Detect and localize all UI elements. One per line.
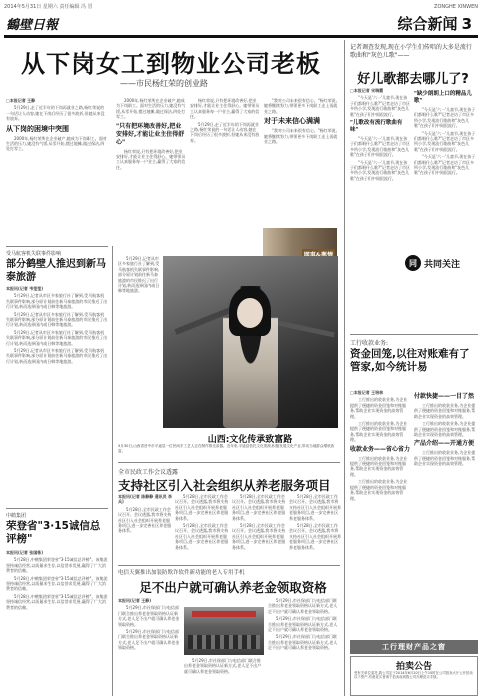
mid-story-col <box>289 494 341 564</box>
common-concern-tag <box>405 253 477 273</box>
paragraph: 工行推出的收款业务,为企业提供了便捷的资金回笼和对账服务,帮助企业实现资金的高效管理。 <box>414 421 476 438</box>
left-story-2-body <box>6 550 108 696</box>
paragraph: 杨红荣说,只有把环境改善好,把业安排好,才能让业主住得舒心。她带领员工认真服务每一户业主,赢得了大家的信任。 <box>190 98 260 120</box>
paragraph: 工行推出的收款业务,为企业提供了便捷的资金回笼和对账服务,帮助企业实现资金的高效管理。 <box>350 479 408 501</box>
section-title <box>398 13 472 34</box>
paragraph: 5月29日,市社保部门与电信部门联合推出养老金领取资格认证新方式,老人足不出户就可确认养老金领取资格。 <box>268 598 338 614</box>
side-story-kicker: 记者调查发现,现在小学生们传唱的大多是流行歌曲和"灰色儿歌"—— <box>350 44 472 59</box>
paragraph: 5月28日,中鹤集团荣登省"3·15诚信总评榜"。该集团坚持诚信经营,以质量求生存,以信誉求发展,赢得了广大消费者的信赖。 <box>6 593 108 610</box>
paragraph: 5月29日,记者从市区多家旅行社了解到,受马航客机失联事件影响,部分原计划前往新马泰旅游的市民推迟了出行计划,转而选择国内或日韩等地旅游。 <box>6 329 108 346</box>
paragraph: 5月28日,全市民政工作会议召开。会议透露,我市将支持社区引入社会组织开展养老服务项目,进一步完善社区养老服务体系。 <box>289 494 341 521</box>
left-story-2-headline: 荣登省"3·15诚信总评榜" <box>6 520 101 545</box>
left-story-1-kicker: 受马航客机失联事件影响 <box>6 251 62 257</box>
paragraph: 工行推出的收款业务,为企业提供了便捷的资金回笼和对账服务,帮助企业实现资金的高效管理。 <box>414 450 476 467</box>
paragraph: 5月29日,市社保部门与电信部门联合推出养老金领取资格认证新方式,老人足不出户就可确认养老金领取资格。 <box>268 634 338 651</box>
paragraph: "今天是'六一'儿童节,现在孩子们都唱什么歌?"记者走访了市区多所小学,发现流行歌曲和"灰色儿歌"在孩子们中间很流行。 <box>414 107 476 129</box>
paragraph: 5月28日,中鹤集团荣登省"3·15诚信总评榜"。该集团坚持诚信经营,以质量求生存,以信誉求发展,赢得了广大消费者的信赖。 <box>6 557 108 574</box>
paragraph: 5月28日,全市民政工作会议召开。会议透露,我市将支持社区引入社会组织开展养老服务项目,进一步完善社区养老服务体系。 <box>175 494 229 521</box>
section-pinyin: ZONGHE XINWEN <box>434 3 478 10</box>
mid-story-col <box>118 494 172 564</box>
right-story-2-kicker: 工行收款业务: <box>350 340 389 347</box>
paragraph: 2000年,杨红荣所在企业破产,她成为下岗职工。面对生活的压力,她没有气馁,从零开始,摆过地摊,做过保洁,四处打零工。 <box>116 98 186 120</box>
byline: 本报讯(记者 陈静静 通讯员 李兵) <box>118 494 172 505</box>
photo-detail <box>273 320 335 338</box>
paragraph: 5月28日,全市民政工作会议召开。会议透露,我市将支持社区引入社会组织开展养老服务项目,进一步完善社区养老服务体系。 <box>289 523 341 550</box>
paragraph: 5月29日,市社保部门与电信部门联合推出养老金领取资格认证新方式,老人足不出户就可确认养老金领取资格。 <box>118 629 180 651</box>
side-story-col-1 <box>350 88 410 248</box>
column-rule <box>344 40 345 696</box>
photo-person-face <box>237 298 263 328</box>
bottom-story-col <box>268 598 340 696</box>
newspaper-logo: 鶴壁日報 <box>6 18 59 33</box>
paragraph: 5月28日,全市民政工作会议召开。会议透露,我市将支持社区引入社会组织开展养老服务项目,进一步完善社区养老服务体系。 <box>175 523 229 550</box>
mid-story-col <box>175 494 229 564</box>
divider <box>6 508 108 509</box>
paragraph: "今天是'六一'儿童节,现在孩子们都唱什么歌?"记者走访了市区多所小学,发现流行歌曲和"灰色儿歌"在孩子们中间很流行。 <box>414 154 476 176</box>
auction-notice-title: 拍卖公告 <box>395 662 432 672</box>
mid-story-col <box>232 494 286 564</box>
paragraph: "今天是'六一'儿童节,现在孩子们都唱什么歌?"记者走访了市区多所小学,发现流行歌曲和"灰色儿歌"在孩子们中间很流行。 <box>414 130 476 152</box>
section-name: 综合新闻 <box>397 15 458 33</box>
bottom-story-kicker: 电信天翼推出加装防欺诈软件新功能的老人专用手机 <box>118 570 245 576</box>
paragraph: 5月29日,市社保部门与电信部门联合推出养老金领取资格认证新方式,老人足不出户就可确认养老金领取资格。 <box>184 658 262 674</box>
paragraph: 5月29日,记者从市区多家旅行社了解到,受马航客机失联事件影响,部分原计划前往新马泰旅游的市民推迟了出行计划,转而选择国内或日韩等地旅游。 <box>6 293 108 310</box>
paragraph: 5月29日,记者从市区多家旅行社了解到,受马航客机失联事件影响,部分原计划前往新马泰旅游的市民推迟了出行计划,转而选择国内或日韩等地旅游。 <box>6 348 108 364</box>
main-story-col-3 <box>190 98 260 248</box>
paragraph: "今天是'六一'儿童节,现在孩子们都唱什么歌?"记者走访了市区多所小学,发现流行歌曲和"灰色儿歌"在孩子们中间很流行。 <box>350 136 410 158</box>
subheading: "缺少朗朗上口的精品儿歌" <box>414 91 472 104</box>
side-story-headline: 好儿歌都去哪儿了? <box>357 72 469 87</box>
side-story-col-2 <box>414 88 476 248</box>
subheading: 产品介绍——开通方便 <box>414 440 475 448</box>
paragraph: 5月29日,记者从市区多家旅行社了解到,受马航客机失联事件影响,部分原计划前往新马泰旅游的市民推迟了出行计划,转而选择国内或日韩等地旅游。 <box>118 256 160 294</box>
byline: □本报记者 宋瑞霞 <box>350 88 384 93</box>
main-story-col-4 <box>264 98 338 224</box>
mid-story-headline: 支持社区引入社会组织从养老服务项目 <box>118 478 331 493</box>
icbc-product-banner: 工行理财产品之窗 <box>350 640 478 654</box>
subheading: 收款业务——省心省力 <box>350 445 410 453</box>
common-concern-icon: 同 <box>405 255 421 271</box>
paragraph: 5月29日,记者从市区多家旅行社了解到,受马航客机失联事件影响,部分原计划前往新马泰旅游的市民推迟了出行计划,转而选择国内或日韩等地旅游。 <box>6 311 108 328</box>
paragraph: 5月29日,市社保部门与电信部门联合推出养老金领取资格认证新方式,老人足不出户就可确认养老金领取资格。 <box>118 605 180 627</box>
paragraph: "我对公司未来很有信心。"杨红荣说,她将继续努力,带领更多下岗职工走上再就业之路。 <box>264 128 338 145</box>
column-rule <box>112 246 113 696</box>
subheading: 付款快捷——一目了然 <box>414 393 475 400</box>
auction-notice-text: 受有关单位委托,我公司定于2014年6月20日上午10时在公司拍卖大厅公开拍卖以下资产,有意竞买者请于拍卖前到我公司办理竞买手续。 <box>354 671 473 680</box>
photo-banner <box>192 611 256 617</box>
byline: 本报讯(记者 王静) <box>118 598 152 603</box>
bottom-story-col <box>118 598 180 696</box>
paragraph: 5月28日,中鹤集团荣登省"3·15诚信总评榜"。该集团坚持诚信经营,以质量求生存,以信誉求发展,赢得了广大消费者的信赖。 <box>6 575 108 592</box>
photo-side-text <box>118 256 160 428</box>
subheading: "儿歌改有流行歌曲有味" <box>350 120 403 134</box>
auction-notice <box>350 656 478 696</box>
bottom-story-col <box>184 658 264 696</box>
right-story-2-col-1 <box>350 390 410 636</box>
paragraph: 5月28日,全市民政工作会议召开。会议透露,我市将支持社区引入社会组织开展养老服务项目,进一步完善社区养老服务体系。 <box>118 506 172 534</box>
mid-story-kicker: 全市民政工作会议透露 <box>118 469 179 476</box>
paragraph: 工行推出的收款业务,为企业提供了便捷的资金回笼和对账服务,帮助企业实现资金的高效管理。 <box>350 455 408 477</box>
paragraph: 5月29日,市社保部门与电信部门联合推出养老金领取资格认证新方式,老人足不出户就可确认养老金领取资格。 <box>268 616 338 633</box>
right-story-2-headline: 资金回笼,以往对账难有了管家,如今统计易 <box>350 348 470 373</box>
left-story-1-body <box>6 286 108 506</box>
paragraph: 5月29日,走了近半年的下岗再就业之路,杨红荣说的一句话让人动容,她在下岗后经历了很多波折,但她从来没有放弃。 <box>6 105 105 122</box>
main-story-col-1 <box>6 98 108 238</box>
photo-crowd <box>188 635 260 649</box>
paragraph: 工行推出的收款业务,为企业提供了便捷的资金回笼和对账服务,帮助企业实现资金的高效管理。 <box>350 421 408 443</box>
paragraph: 5月28日,全市民政工作会议召开。会议透露,我市将支持社区引入社会组织开展养老服务项目,进一步完善社区养老服务体系。 <box>232 523 286 550</box>
left-story-2-kicker: 中鹤集团 <box>6 513 27 519</box>
main-headline: 从下岗女工到物业公司老板 <box>21 50 321 78</box>
byline: □本报记者 王培林 <box>350 390 384 395</box>
byline: 本报讯(记者 张国栋) <box>6 550 44 555</box>
paragraph: 工行推出的收款业务,为企业提供了便捷的资金回笼和对账服务,帮助企业实现资金的高效管理。 <box>350 397 408 419</box>
paragraph: "今天是'六一'儿童节,现在孩子们都唱什么歌?"记者走访了市区多所小学,发现流行歌曲和"灰色儿歌"在孩子们中间很流行。 <box>350 95 410 117</box>
masthead <box>4 10 478 38</box>
news-photo <box>163 256 338 428</box>
subheading: "只有把环境改善好,把业安排好,才能让业主住得舒心" <box>116 122 185 146</box>
left-story-1-headline: 部分鹤壁人推迟到新马泰旅游 <box>6 259 106 283</box>
paragraph: 2000年,杨红荣所在企业破产,她成为下岗职工。面对生活的压力,她没有气馁,从零开始,摆过地摊,做过保洁,四处打零工。 <box>6 135 107 152</box>
date-line: 2014年5月31日 星期六 责任编辑 冯 冒 <box>4 4 93 10</box>
right-story-2-col-2 <box>414 390 476 636</box>
divider <box>118 462 340 463</box>
main-subhead: ——市民杨红荣的创业路 <box>120 79 208 88</box>
bottom-story-photo <box>184 607 264 655</box>
paragraph: 工行推出的收款业务,为企业提供了便捷的资金回笼和对账服务,帮助企业实现资金的高效管理。 <box>414 403 476 419</box>
divider <box>350 334 478 335</box>
byline: 本报讯(记者 韦莹莹) <box>6 286 44 291</box>
paragraph: 杨红荣说,只有把环境改善好,把业安排好,才能让业主住得舒心。她带领员工认真服务每一户业主,赢得了大家的信任。 <box>116 148 186 170</box>
bottom-story-headline: 足不出户就可确认养老金领取资格 <box>139 580 327 595</box>
paragraph: 5月29日,走了近半年的下岗再就业之路,杨红荣说的一句话让人动容,她在下岗后经历了很多波折,但她从来没有放弃。 <box>190 121 260 143</box>
subheading: 从下岗的困境中突围 <box>6 124 69 133</box>
page-number: 3 <box>461 15 472 33</box>
common-concern-label: 共同关注 <box>424 259 461 270</box>
byline: □本报记者 王静 <box>6 98 36 103</box>
paragraph: "我对公司未来很有信心。"杨红荣说,她将继续努力,带领更多下岗职工走上再就业之路。 <box>264 98 338 114</box>
photo-caption-headline: 山西:文化传承致富路 <box>207 435 293 445</box>
divider <box>118 565 340 566</box>
photo-caption-text: 5月30日,山西省晋中市平遥县一位民间手工艺人正在制作推光漆器。近年来,平遥县依托文化资源,积极发展文化产业,带动当地群众增收致富。 <box>118 444 335 453</box>
paragraph: "今天是'六一'儿童节,现在孩子们都唱什么歌?"记者走访了市区多所小学,发现流行歌曲和"灰色儿歌"在孩子们中间很流行。 <box>350 159 410 181</box>
divider <box>6 246 108 247</box>
main-story-col-2 <box>116 98 186 248</box>
paragraph: 5月28日,全市民政工作会议召开。会议透露,我市将支持社区引入社会组织开展养老服务项目,进一步完善社区养老服务体系。 <box>232 494 286 521</box>
subheading: 对于未来信心满满 <box>264 117 320 126</box>
